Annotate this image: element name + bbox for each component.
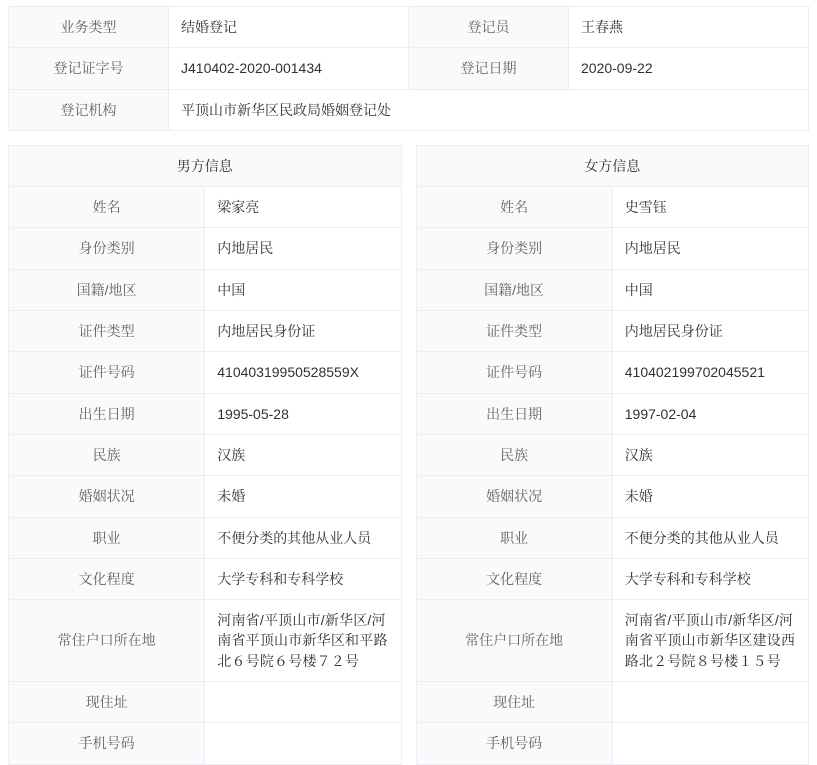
table-row	[416, 682, 809, 723]
female-label-identity-category: 身份类别	[416, 228, 612, 269]
male-info-panel	[8, 145, 402, 765]
male-label-education: 文化程度	[9, 558, 205, 599]
table-row	[416, 434, 809, 475]
table-row	[416, 723, 809, 764]
male-label-identity-category: 身份类别	[9, 228, 205, 269]
male-value-ethnicity: 汉族	[205, 434, 401, 475]
male-label-birth-date: 出生日期	[9, 393, 205, 434]
field-label-certificate-number: 登记证字号	[9, 48, 169, 89]
male-label-name: 姓名	[9, 187, 205, 228]
female-value-occupation: 不便分类的其他从业人员	[612, 517, 808, 558]
party-info-panels	[8, 145, 809, 765]
field-label-registration-date: 登记日期	[409, 48, 569, 89]
male-label-id-type: 证件类型	[9, 311, 205, 352]
female-value-id-type: 内地居民身份证	[612, 311, 808, 352]
table-row	[9, 187, 402, 228]
field-value-registration-org: 平顶山市新华区民政局婚姻登记处	[169, 89, 809, 130]
male-label-mobile: 手机号码	[9, 723, 205, 764]
table-row	[9, 269, 402, 310]
female-label-nationality: 国籍/地区	[416, 269, 612, 310]
female-panel-title: 女方信息	[416, 145, 809, 186]
female-value-identity-category: 内地居民	[612, 228, 808, 269]
female-value-marital-status: 未婚	[612, 476, 808, 517]
table-row	[9, 723, 402, 764]
female-value-name: 史雪钰	[612, 187, 808, 228]
field-value-business-type: 结婚登记	[169, 7, 409, 48]
female-label-current-address: 现住址	[416, 682, 612, 723]
table-row	[416, 145, 809, 186]
table-row	[9, 600, 402, 682]
male-panel-title: 男方信息	[9, 145, 402, 186]
table-row	[9, 476, 402, 517]
table-row	[9, 48, 809, 89]
female-value-id-number: 410402199702045521	[612, 352, 808, 393]
female-label-name: 姓名	[416, 187, 612, 228]
male-value-nationality: 中国	[205, 269, 401, 310]
table-row	[9, 145, 402, 186]
female-value-household-address: 河南省/平顶山市/新华区/河南省平顶山市新华区建设西路北２号院８号楼１５号	[612, 600, 808, 682]
table-row	[416, 352, 809, 393]
table-row	[416, 558, 809, 599]
female-info-panel	[416, 145, 810, 765]
table-row	[416, 311, 809, 352]
male-value-current-address	[205, 682, 401, 723]
male-label-nationality: 国籍/地区	[9, 269, 205, 310]
male-value-identity-category: 内地居民	[205, 228, 401, 269]
field-value-registration-date: 2020-09-22	[569, 48, 809, 89]
table-row	[416, 476, 809, 517]
female-label-occupation: 职业	[416, 517, 612, 558]
table-row	[416, 187, 809, 228]
table-row	[416, 517, 809, 558]
female-value-education: 大学专科和专科学校	[612, 558, 808, 599]
female-value-ethnicity: 汉族	[612, 434, 808, 475]
female-value-current-address	[612, 682, 808, 723]
male-label-ethnicity: 民族	[9, 434, 205, 475]
field-label-registration-org: 登记机构	[9, 89, 169, 130]
male-value-id-number: 41040319950528559X	[205, 352, 401, 393]
male-value-mobile	[205, 723, 401, 764]
female-label-household-address: 常住户口所在地	[416, 600, 612, 682]
male-label-current-address: 现住址	[9, 682, 205, 723]
field-value-registrar: 王春燕	[569, 7, 809, 48]
table-row	[9, 682, 402, 723]
table-row	[9, 89, 809, 130]
female-value-mobile	[612, 723, 808, 764]
female-label-id-type: 证件类型	[416, 311, 612, 352]
male-value-birth-date: 1995-05-28	[205, 393, 401, 434]
female-info-table	[416, 145, 810, 765]
table-row	[416, 600, 809, 682]
field-value-certificate-number: J410402-2020-001434	[169, 48, 409, 89]
table-row	[416, 228, 809, 269]
male-info-table	[8, 145, 402, 765]
field-label-registrar: 登记员	[409, 7, 569, 48]
male-value-marital-status: 未婚	[205, 476, 401, 517]
registration-summary-table	[8, 6, 809, 131]
table-row	[9, 228, 402, 269]
table-row	[416, 393, 809, 434]
male-label-occupation: 职业	[9, 517, 205, 558]
table-row	[9, 393, 402, 434]
field-label-business-type: 业务类型	[9, 7, 169, 48]
female-label-id-number: 证件号码	[416, 352, 612, 393]
table-row	[416, 269, 809, 310]
male-value-name: 梁家亮	[205, 187, 401, 228]
male-label-marital-status: 婚姻状况	[9, 476, 205, 517]
female-label-mobile: 手机号码	[416, 723, 612, 764]
table-row	[9, 517, 402, 558]
male-label-id-number: 证件号码	[9, 352, 205, 393]
female-label-ethnicity: 民族	[416, 434, 612, 475]
female-value-birth-date: 1997-02-04	[612, 393, 808, 434]
male-value-education: 大学专科和专科学校	[205, 558, 401, 599]
male-value-id-type: 内地居民身份证	[205, 311, 401, 352]
female-label-education: 文化程度	[416, 558, 612, 599]
table-row	[9, 434, 402, 475]
male-value-occupation: 不便分类的其他从业人员	[205, 517, 401, 558]
female-value-nationality: 中国	[612, 269, 808, 310]
table-row	[9, 311, 402, 352]
table-row	[9, 7, 809, 48]
female-label-marital-status: 婚姻状况	[416, 476, 612, 517]
female-label-birth-date: 出生日期	[416, 393, 612, 434]
male-value-household-address: 河南省/平顶山市/新华区/河南省平顶山市新华区和平路北６号院６号楼７２号	[205, 600, 401, 682]
table-row	[9, 352, 402, 393]
table-row	[9, 558, 402, 599]
male-label-household-address: 常住户口所在地	[9, 600, 205, 682]
